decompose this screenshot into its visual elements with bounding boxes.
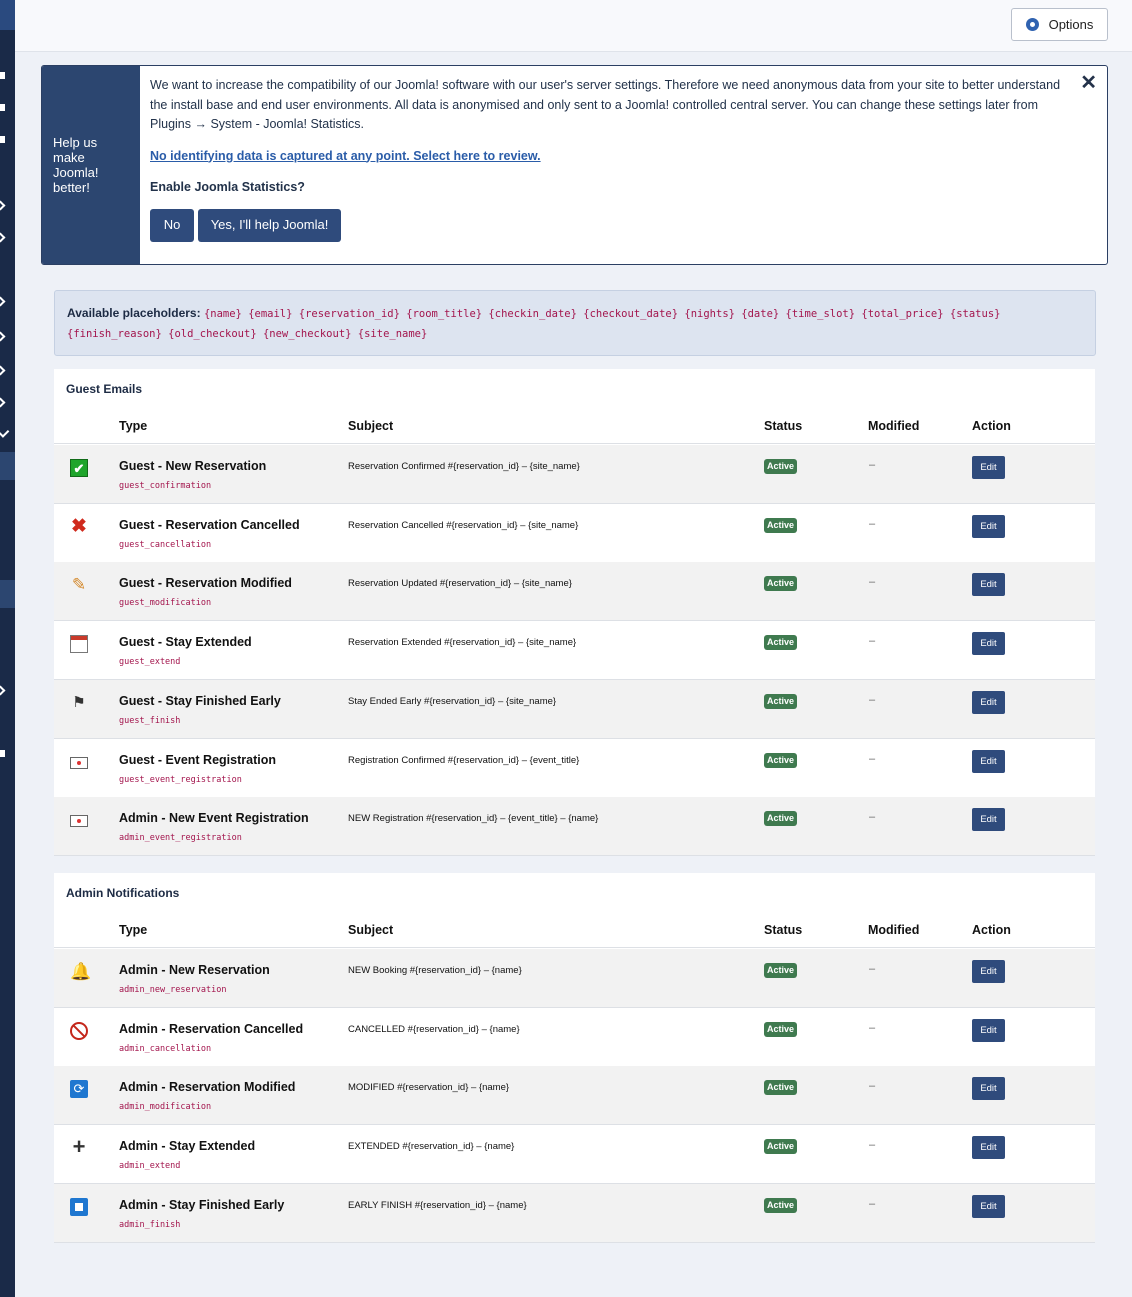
edit-button[interactable]: Edit bbox=[972, 515, 1005, 538]
email-subject: NEW Registration #{reservation_id} – {event_title} – {name} bbox=[348, 813, 599, 825]
edit-button[interactable]: Edit bbox=[972, 456, 1005, 479]
guest-emails-card bbox=[54, 369, 1095, 855]
refresh-icon: ⟳ bbox=[70, 1080, 88, 1098]
modified-value: – bbox=[869, 635, 876, 648]
table-row bbox=[54, 445, 1095, 504]
calendar-icon bbox=[70, 635, 88, 653]
email-type-key: admin_modification bbox=[119, 1102, 212, 1113]
modified-value: – bbox=[869, 459, 876, 471]
email-type-key: guest_extend bbox=[119, 657, 181, 668]
status-badge: Active bbox=[764, 576, 797, 591]
email-type-name: Admin - Reservation Modified bbox=[119, 1080, 296, 1095]
column-modified: Modified bbox=[868, 419, 920, 433]
envelope-icon bbox=[70, 757, 88, 769]
modified-value: – bbox=[869, 811, 876, 824]
email-type-name: Admin - Reservation Cancelled bbox=[119, 1021, 304, 1036]
modified-value: – bbox=[869, 1197, 876, 1210]
table-row bbox=[54, 797, 1095, 856]
email-type-name: Admin - New Reservation bbox=[119, 963, 270, 977]
edit-button[interactable]: Edit bbox=[972, 632, 1005, 655]
edit-button[interactable]: Edit bbox=[972, 691, 1005, 714]
email-subject: EXTENDED #{reservation_id} – {name} bbox=[348, 1141, 515, 1153]
edit-button[interactable]: Edit bbox=[972, 1019, 1005, 1042]
table-row bbox=[54, 1008, 1095, 1067]
checkered-flag-icon: ⚑ bbox=[72, 693, 86, 711]
sidebar-active-item[interactable] bbox=[0, 580, 15, 608]
table-header bbox=[54, 411, 1095, 444]
cross-icon: ✖ bbox=[71, 515, 87, 537]
email-type-key: admin_finish bbox=[119, 1219, 181, 1230]
email-type-name: Guest - Stay Extended bbox=[119, 635, 252, 650]
placeholders-info bbox=[54, 290, 1096, 356]
status-badge: Active bbox=[764, 1139, 797, 1154]
edit-button[interactable]: Edit bbox=[972, 750, 1005, 773]
chevron-right-icon[interactable] bbox=[0, 201, 5, 211]
chevron-right-icon[interactable] bbox=[0, 297, 5, 307]
column-action: Action bbox=[972, 923, 1011, 937]
table-row bbox=[54, 680, 1095, 739]
table-row bbox=[54, 1125, 1095, 1184]
email-subject: Reservation Extended #{reservation_id} – {site_name} bbox=[348, 637, 577, 649]
column-type: Type bbox=[119, 419, 148, 433]
status-badge: Active bbox=[764, 459, 797, 474]
dashboard-icon[interactable] bbox=[0, 750, 5, 757]
modified-value: – bbox=[869, 576, 876, 589]
yes-button[interactable]: Yes, I'll help Joomla! bbox=[198, 209, 341, 242]
stats-body bbox=[140, 66, 1107, 264]
sidebar bbox=[0, 0, 15, 1297]
review-link[interactable]: No identifying data is captured at any point. Select here to review. bbox=[150, 148, 541, 163]
edit-button[interactable]: Edit bbox=[972, 573, 1005, 596]
status-badge: Active bbox=[764, 811, 797, 826]
email-subject: Reservation Confirmed #{reservation_id} – {site_name} bbox=[348, 461, 580, 472]
table-row bbox=[54, 621, 1095, 680]
column-type: Type bbox=[119, 923, 148, 937]
column-status: Status bbox=[764, 419, 803, 433]
modified-value: – bbox=[869, 693, 876, 706]
table-row bbox=[54, 1184, 1095, 1243]
chevron-right-icon[interactable] bbox=[0, 686, 5, 696]
email-type-name: Guest - Stay Finished Early bbox=[119, 693, 281, 708]
email-type-name: Guest - Event Registration bbox=[119, 752, 276, 767]
check-icon[interactable] bbox=[0, 427, 9, 438]
gear-icon bbox=[1026, 18, 1039, 31]
column-action: Action bbox=[972, 419, 1011, 433]
card-title: Admin Notifications bbox=[66, 886, 180, 900]
email-type-name: Admin - New Event Registration bbox=[119, 811, 309, 826]
column-status: Status bbox=[764, 923, 803, 937]
column-subject: Subject bbox=[348, 419, 394, 433]
dashboard-icon[interactable] bbox=[0, 104, 5, 111]
placeholders-codes: {name} {email} {reservation_id} {room_title} {checkin_date} {checkout_date} {nights} {date} {time_slot} {total_price} {status} {finish_reason} {old_checkout} {new_checkout} {site_name} bbox=[67, 308, 1001, 340]
email-subject: Stay Ended Early #{reservation_id} – {site_name} bbox=[348, 695, 557, 707]
admin-notifications-card bbox=[54, 873, 1095, 1241]
toolbar bbox=[15, 0, 1132, 52]
email-subject: CANCELLED #{reservation_id} – {name} bbox=[348, 1023, 520, 1035]
prohibited-icon bbox=[70, 1022, 88, 1040]
edit-button[interactable]: Edit bbox=[972, 1077, 1005, 1100]
email-subject: NEW Booking #{reservation_id} – {name} bbox=[348, 965, 522, 976]
modified-value: – bbox=[869, 963, 876, 975]
modified-value: – bbox=[869, 1021, 876, 1034]
email-type-name: Admin - Stay Extended bbox=[119, 1139, 256, 1154]
email-subject: EARLY FINISH #{reservation_id} – {name} bbox=[348, 1199, 527, 1211]
email-type-key: guest_cancellation bbox=[119, 539, 212, 550]
stats-message bbox=[41, 65, 1108, 265]
email-type-key: guest_finish bbox=[119, 715, 181, 726]
stats-buttons bbox=[150, 209, 1069, 242]
plus-icon: + bbox=[72, 1134, 86, 1160]
stats-question: Enable Joomla Statistics? bbox=[150, 180, 305, 194]
email-type-key: guest_event_registration bbox=[119, 774, 242, 785]
modified-value: – bbox=[869, 517, 876, 530]
status-badge: Active bbox=[764, 518, 797, 533]
placeholders-title: Available placeholders: bbox=[67, 306, 201, 320]
pencil-icon: ✎ bbox=[71, 575, 87, 595]
chevron-right-icon[interactable] bbox=[0, 398, 5, 408]
email-type-key: admin_new_reservation bbox=[119, 985, 227, 995]
status-badge: Active bbox=[764, 1022, 797, 1037]
table-row bbox=[54, 504, 1095, 563]
status-badge: Active bbox=[764, 635, 797, 650]
email-type-key: admin_cancellation bbox=[119, 1043, 212, 1054]
sidebar-toggle[interactable] bbox=[0, 0, 15, 30]
email-type-name: Admin - Stay Finished Early bbox=[119, 1197, 285, 1212]
sidebar-active-item[interactable] bbox=[0, 452, 15, 480]
options-label: Options bbox=[1048, 17, 1094, 32]
edit-button[interactable]: Edit bbox=[972, 960, 1005, 983]
chevron-right-icon[interactable] bbox=[0, 233, 5, 243]
status-badge: Active bbox=[764, 753, 797, 768]
column-modified: Modified bbox=[868, 923, 920, 937]
options-button[interactable] bbox=[1011, 8, 1108, 41]
email-subject: Registration Confirmed #{reservation_id} – {event_title} bbox=[348, 754, 580, 766]
table-row bbox=[54, 562, 1095, 621]
email-type-key: admin_event_registration bbox=[119, 833, 242, 844]
no-button[interactable]: No bbox=[150, 209, 194, 242]
status-badge: Active bbox=[764, 963, 797, 978]
email-type-key: guest_confirmation bbox=[119, 481, 212, 491]
email-type-name: Guest - New Reservation bbox=[119, 459, 267, 473]
stats-side-label: Help us make Joomla! better! bbox=[42, 66, 140, 264]
email-type-name: Guest - Reservation Cancelled bbox=[119, 517, 300, 532]
email-subject: MODIFIED #{reservation_id} – {name} bbox=[348, 1082, 510, 1094]
table-row bbox=[54, 739, 1095, 798]
chevron-right-icon[interactable] bbox=[0, 332, 5, 342]
status-badge: Active bbox=[764, 694, 797, 709]
modified-value: – bbox=[869, 1139, 876, 1152]
modified-value: – bbox=[869, 1080, 876, 1093]
email-type-key: guest_modification bbox=[119, 598, 212, 609]
status-badge: Active bbox=[764, 1198, 797, 1213]
dashboard-icon[interactable] bbox=[0, 72, 5, 79]
dashboard-icon[interactable] bbox=[0, 136, 5, 143]
close-icon[interactable]: ✕ bbox=[1080, 72, 1097, 94]
envelope-icon bbox=[70, 815, 88, 827]
status-badge: Active bbox=[764, 1080, 797, 1095]
check-icon: ✔ bbox=[70, 459, 88, 477]
email-type-name: Guest - Reservation Modified bbox=[119, 576, 292, 591]
table-row bbox=[54, 949, 1095, 1008]
email-subject: Reservation Cancelled #{reservation_id} – {site_name} bbox=[348, 519, 579, 531]
stats-text: We want to increase the compatibility of our Joomla! software with our user's server settings. Therefore we need anonymous data from your site to better understand the install base and end user environments. All data is anonymised and only sent to a Joomla! controlled central server. You can change these settings later from Plugins → System - Joomla! Statistics. bbox=[150, 78, 1061, 131]
edit-button[interactable]: Edit bbox=[972, 808, 1005, 831]
stop-icon bbox=[70, 1198, 88, 1216]
edit-button[interactable]: Edit bbox=[972, 1136, 1005, 1159]
card-title: Guest Emails bbox=[66, 382, 143, 396]
email-type-key: admin_extend bbox=[119, 1161, 181, 1172]
edit-button[interactable]: Edit bbox=[972, 1195, 1005, 1218]
modified-value: – bbox=[869, 752, 876, 765]
email-subject: Reservation Updated #{reservation_id} – {site_name} bbox=[348, 578, 572, 590]
bell-icon: 🔔 bbox=[70, 962, 92, 981]
table-row bbox=[54, 1066, 1095, 1125]
table-header bbox=[54, 915, 1095, 948]
column-subject: Subject bbox=[348, 923, 394, 937]
chevron-right-icon[interactable] bbox=[0, 366, 5, 376]
